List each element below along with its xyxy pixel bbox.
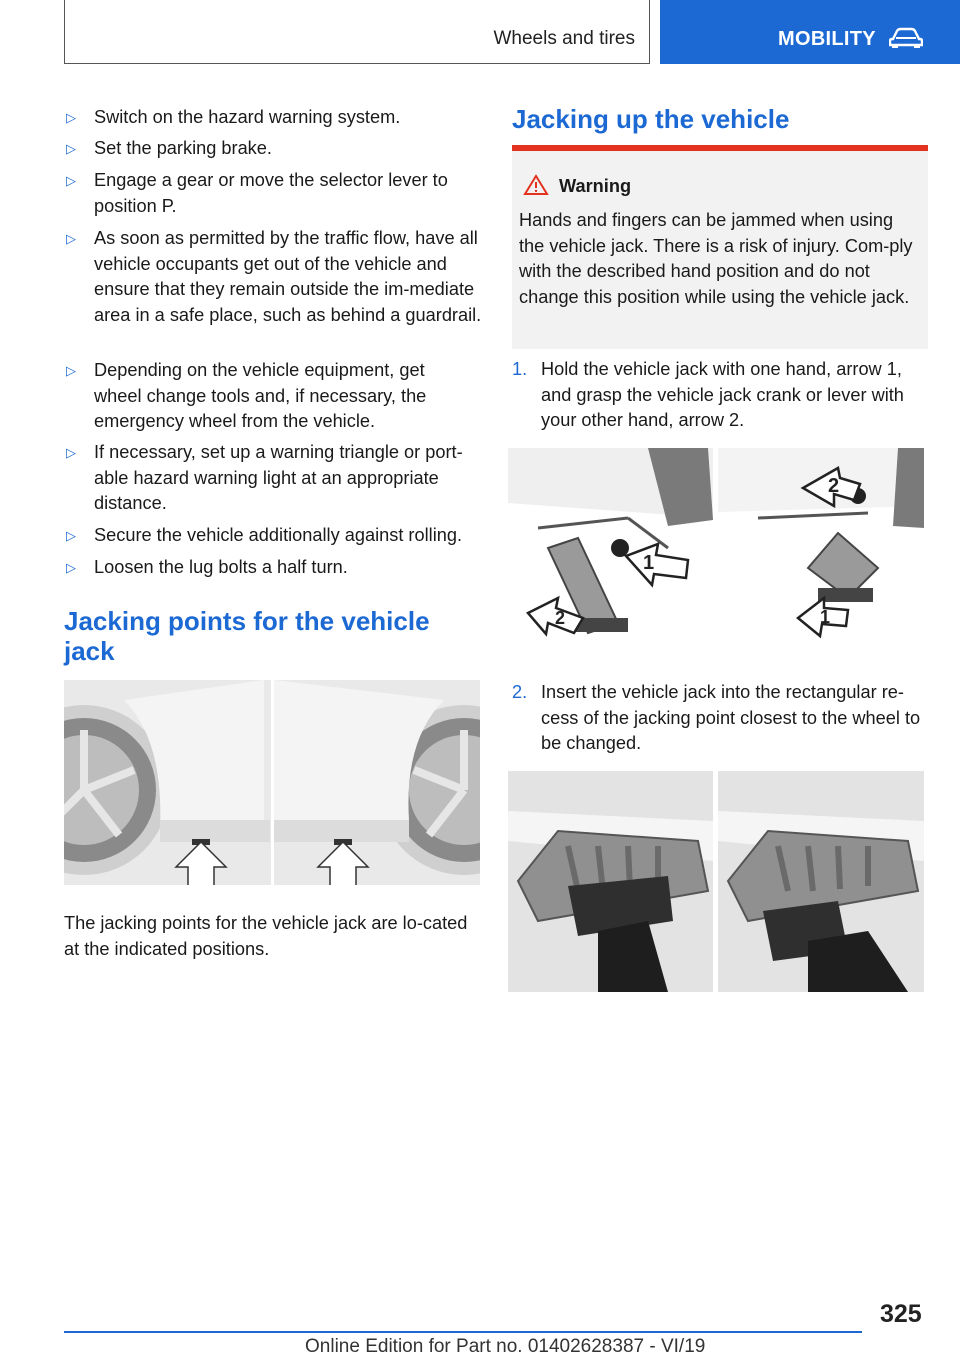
warning-box (512, 145, 928, 349)
triangle-bullet-icon: ▷ (66, 560, 76, 575)
triangle-bullet-icon: ▷ (66, 363, 76, 378)
car-icon (889, 27, 923, 49)
jack-handling-illustration (508, 448, 924, 640)
footer-edition: Online Edition for Part no. 01402628387 - VI/19 (305, 1336, 706, 1357)
chapter-label: MOBILITY (778, 28, 876, 50)
chapter-tab[interactable] (660, 0, 960, 64)
step-number: 1. (512, 359, 528, 379)
warning-title: Warning (559, 176, 632, 196)
footer-rule (64, 1331, 862, 1333)
step-number: 2. (512, 682, 528, 702)
warning-triangle-icon (523, 174, 549, 196)
triangle-bullet-icon: ▷ (66, 231, 76, 246)
triangle-bullet-icon: ▷ (66, 141, 76, 156)
triangle-bullet-icon: ▷ (66, 173, 76, 188)
step-text: Hold the vehicle jack with one hand, arrow 1, and grasp the vehicle jack crank or lever with your other hand, arrow 2. (541, 359, 904, 430)
triangle-bullet-icon: ▷ (66, 445, 76, 460)
jacking-points-caption: The jacking points for the vehicle jack are lo-cated at the indicated positions. (64, 913, 468, 959)
section-heading-jacking-points: Jacking points for the vehicle jack (64, 606, 430, 666)
section-title: Wheels and tires (493, 28, 635, 49)
arrow-label: 1 (643, 552, 655, 574)
jacking-points-photo (64, 680, 480, 885)
page-number: 325 (880, 1300, 922, 1328)
arrow-label: 2 (828, 475, 840, 497)
triangle-bullet-icon: ▷ (66, 110, 76, 125)
section-heading-jacking-up: Jacking up the vehicle (512, 104, 790, 134)
arrow-label: 2 (555, 608, 566, 628)
jack-recess-photo (508, 771, 924, 992)
arrow-label: 1 (820, 607, 831, 627)
warning-text: Hands and fingers can be jammed when using the vehicle jack. There is a risk of injury. Com-ply with the described hand position and do not change this position while using the vehicle jack. (519, 210, 913, 307)
triangle-bullet-icon: ▷ (66, 528, 76, 543)
header-section-box (64, 0, 650, 64)
step-text: Insert the vehicle jack into the rectangular re-cess of the jacking point closest to the wheel to be changed. (541, 682, 921, 753)
